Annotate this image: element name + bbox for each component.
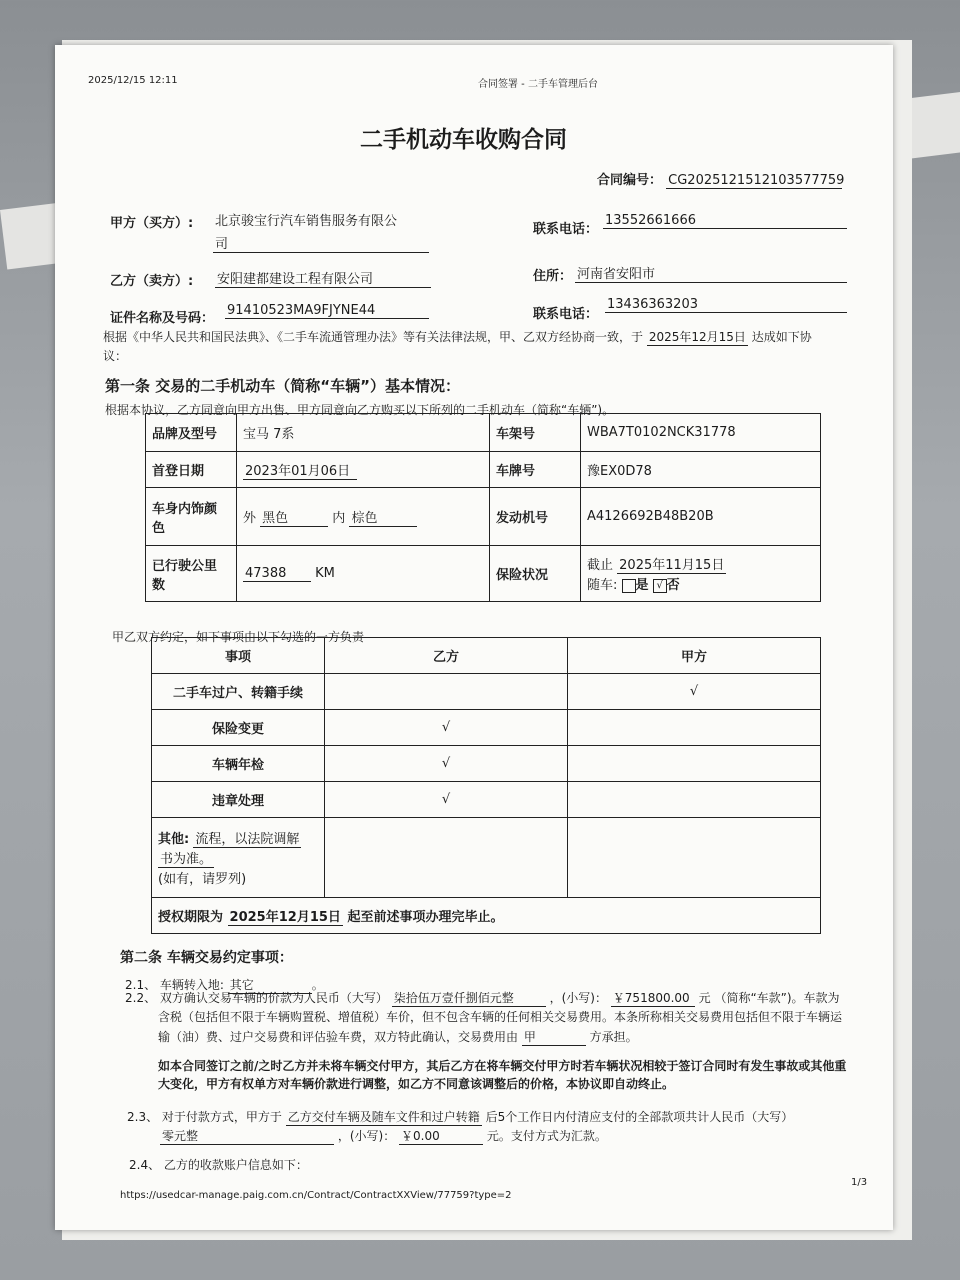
contract-number: [597, 169, 845, 189]
duty-other-party-b: [325, 818, 568, 898]
plate-value: 豫EX0D78: [581, 452, 821, 488]
auth-label: 授权期限为: [158, 909, 224, 925]
duty-inspection-party-a: [568, 746, 821, 782]
with-car-no-checkbox[interactable]: √: [653, 579, 667, 593]
clause-2-3-text4: 元。支付方式为汇款。: [486, 1129, 607, 1143]
reg-date-cell: [237, 452, 490, 488]
engine-label: 发动机号: [490, 488, 581, 546]
reg-date-value: 2023年01月06日: [243, 460, 357, 480]
duties-intro: 甲乙双方约定，如下事项由以下勾选的一方负责: [112, 630, 365, 644]
document-title: 二手机动车收购合同: [360, 127, 567, 153]
clause-2-3-line1: [127, 1108, 793, 1126]
clause-2-1-end: 。: [311, 978, 324, 992]
contract-page: [55, 45, 893, 1230]
color-cell: [237, 488, 490, 546]
vehicle-info-table: [145, 413, 821, 602]
duty-other-label: 其他:: [158, 832, 190, 847]
footer-url: https://usedcar-manage.paig.com.cn/Contract/ContractXXView/77759?type=2: [120, 1190, 512, 1201]
insurance-prefix: 截止: [587, 558, 614, 573]
fee-payer: 甲: [522, 1028, 586, 1046]
adjustment-clause-line2: 大变化，甲方有权单方对车辆价款进行调整，如乙方不同意该调整后的价格，本协议即自动终止。: [158, 1077, 675, 1091]
duties-header-item: 事项: [152, 638, 325, 674]
clause-2-3-text3: ，(小写)：: [337, 1129, 396, 1143]
article2-title: 第二条 车辆交易约定事项：: [120, 950, 293, 966]
clause-2-4-text: 乙方的收款账户信息如下：: [163, 1158, 308, 1172]
reg-date-label: 首登日期: [146, 452, 237, 488]
brand-label: 品牌及型号: [146, 414, 237, 452]
duty-transfer-party-a: √: [568, 674, 821, 710]
party-b-address: 河南省安阳市: [575, 263, 847, 283]
duty-item-inspection: 车辆年检: [152, 746, 325, 782]
duty-violations-party-b: √: [325, 782, 568, 818]
clause-2-2-line1: [125, 989, 840, 1007]
clause-2-1-value: 其它: [228, 976, 312, 994]
with-car-no-label: 否: [666, 578, 680, 593]
clause-2-2-line3: [158, 1028, 638, 1046]
duty-other-note: (如有，请罗列): [158, 872, 247, 887]
exterior-color: 黑色: [260, 507, 328, 527]
clause-2-2-line3-text: 输（油）费、过户交易费和评估验车费，双方特此确认，交易费用由: [158, 1030, 519, 1044]
clause-2-3-number: 2.3、: [127, 1110, 159, 1124]
duty-other-value-2: 书为准。: [158, 848, 214, 868]
insurance-label: 保险状况: [490, 546, 581, 602]
preamble-text: 根据《中华人民共和国民法典》、《二手车流通管理办法》等有关法律法规，甲、乙双方经协商一致，于: [103, 330, 644, 344]
insurance-date: 2025年11月15日: [617, 554, 726, 574]
party-b-label: 乙方（卖方）:: [110, 274, 194, 289]
mileage-label: [146, 546, 237, 602]
color-label-2: 色: [152, 520, 166, 536]
color-label: [146, 488, 237, 546]
duty-other-value-1: 流程，以法院调解: [193, 828, 301, 848]
party-b-phone-label: 联系电话：: [533, 307, 599, 322]
duty-other-cell: [152, 818, 325, 898]
duty-insurance-party-b: √: [325, 710, 568, 746]
party-b-id-number: 91410523MA9FJYNE44: [225, 303, 429, 319]
party-a-phone-label: 联系电话：: [533, 222, 599, 237]
preamble: [103, 328, 812, 346]
clause-2-2-number: 2.2、: [125, 991, 157, 1005]
party-a-phone: 13552661666: [603, 213, 847, 229]
insurance-cell: [581, 546, 821, 602]
payment-condition: 乙方交付车辆及随车文件和过户转籍: [287, 1110, 480, 1124]
preamble-text-end: 达成如下协: [751, 330, 812, 344]
print-datetime: 2025/12/15 12:11: [88, 75, 178, 86]
vin-label: 车架号: [490, 414, 581, 452]
clause-2-3-text2: 后5个工作日内付清应支付的全部款项共计人民币（大写）: [485, 1110, 794, 1124]
clause-2-2-text2: ，(小写)：: [549, 991, 607, 1005]
page-number: 1/3: [851, 1177, 868, 1188]
duties-header-party-a: 甲方: [568, 638, 821, 674]
clause-2-2-line3-end: 方承担。: [589, 1030, 638, 1044]
duties-header-party-b: 乙方: [325, 638, 568, 674]
mileage-unit: KM: [315, 565, 335, 581]
authorization-row: [152, 898, 821, 934]
clause-2-3-text1: 对于付款方式，甲方于: [161, 1110, 282, 1124]
price-in-figures: ￥751800.00: [611, 989, 695, 1007]
duty-item-violations: 违章处理: [152, 782, 325, 818]
party-a-label: 甲方（买方）:: [110, 216, 194, 231]
vin-value: WBA7T0102NCK31778: [581, 414, 821, 452]
plate-label: 车牌号: [490, 452, 581, 488]
clause-2-3-line2: [160, 1127, 607, 1145]
contract-number-label: 合同编号：: [597, 173, 663, 188]
duty-transfer-party-b: [325, 674, 568, 710]
party-b-id-label: 证件名称及号码：: [110, 311, 215, 326]
engine-value: A4126692B48B20B: [581, 488, 821, 546]
mileage-label-1: 已行驶公里: [152, 558, 218, 574]
clause-2-2-line2: 含税（包括但不限于车辆购置税、增值税）车价，但不包含车辆的任何相关交易费用。本条所称相关交易费用包括但不限于车辆运: [158, 1010, 843, 1024]
duty-violations-party-a: [568, 782, 821, 818]
duty-item-transfer: 二手车过户、转籍手续: [152, 674, 325, 710]
interior-prefix: 内: [332, 510, 346, 526]
duty-item-insurance: 保险变更: [152, 710, 325, 746]
party-b-name: 安阳建都建设工程有限公司: [215, 268, 431, 288]
clause-2-2-text3: 元 （简称“车款”)。车款为: [698, 991, 840, 1005]
with-car-yes-checkbox[interactable]: [622, 579, 636, 593]
duties-table: [151, 637, 821, 934]
auth-suffix: 起至前述事项办理完毕止。: [347, 909, 504, 925]
payment-amount-figures: ￥0.00: [399, 1127, 483, 1145]
color-label-1: 车身内饰颜: [152, 501, 218, 517]
interior-color: 棕色: [349, 507, 417, 527]
with-car-label: 随车:: [587, 578, 618, 593]
article1-intro: 根据本协议，乙方同意向甲方出售、甲方同意向乙方购买以下所列的二手机动车（简称“车辆”)。: [105, 403, 615, 417]
print-page-title: 合同签署 - 二手车管理后台: [478, 79, 598, 90]
auth-date: 2025年12月15日: [228, 906, 343, 926]
party-a-name-line2: 司: [213, 233, 429, 253]
mileage-value: 47388: [243, 566, 311, 582]
clause-2-4: [129, 1156, 308, 1173]
preamble-date: 2025年12月15日: [648, 330, 746, 344]
with-car-yes-label: 是: [635, 578, 649, 593]
clause-2-1-number: 2.1、: [125, 978, 157, 992]
exterior-prefix: 外: [243, 510, 257, 526]
mileage-cell: [237, 546, 490, 602]
adjustment-clause-line1: 如本合同签订之前/之时乙方并未将车辆交付甲方，其后乙方在将车辆交付甲方时若车辆状况相较于签订合同时有发生事故或其他重: [158, 1059, 847, 1073]
duty-inspection-party-b: √: [325, 746, 568, 782]
payment-amount-words: 零元整: [160, 1127, 334, 1145]
duty-other-party-a: [568, 818, 821, 898]
preamble-line2: 议：: [103, 349, 128, 363]
contract-number-value: CG2025121512103577759: [668, 173, 845, 188]
clause-2-1-label: 车辆转入地:: [159, 978, 224, 992]
duty-insurance-party-a: [568, 710, 821, 746]
mileage-label-2: 数: [152, 577, 166, 593]
clause-2-4-number: 2.4、: [129, 1158, 161, 1172]
brand-value: 宝马 7系: [237, 414, 490, 452]
party-a-name-line1: 北京骏宝行汽车销售服务有限公: [215, 214, 398, 229]
price-in-words: 柒拾伍万壹仟捌佰元整: [392, 989, 546, 1007]
clause-2-2-text1: 双方确认交易车辆的价款为人民币（大写）: [159, 991, 388, 1005]
article1-title: 第一条 交易的二手机动车（简称“车辆”）基本情况：: [105, 377, 460, 395]
party-b-phone: 13436363203: [605, 297, 847, 313]
party-b-address-label: 住所：: [533, 269, 573, 284]
